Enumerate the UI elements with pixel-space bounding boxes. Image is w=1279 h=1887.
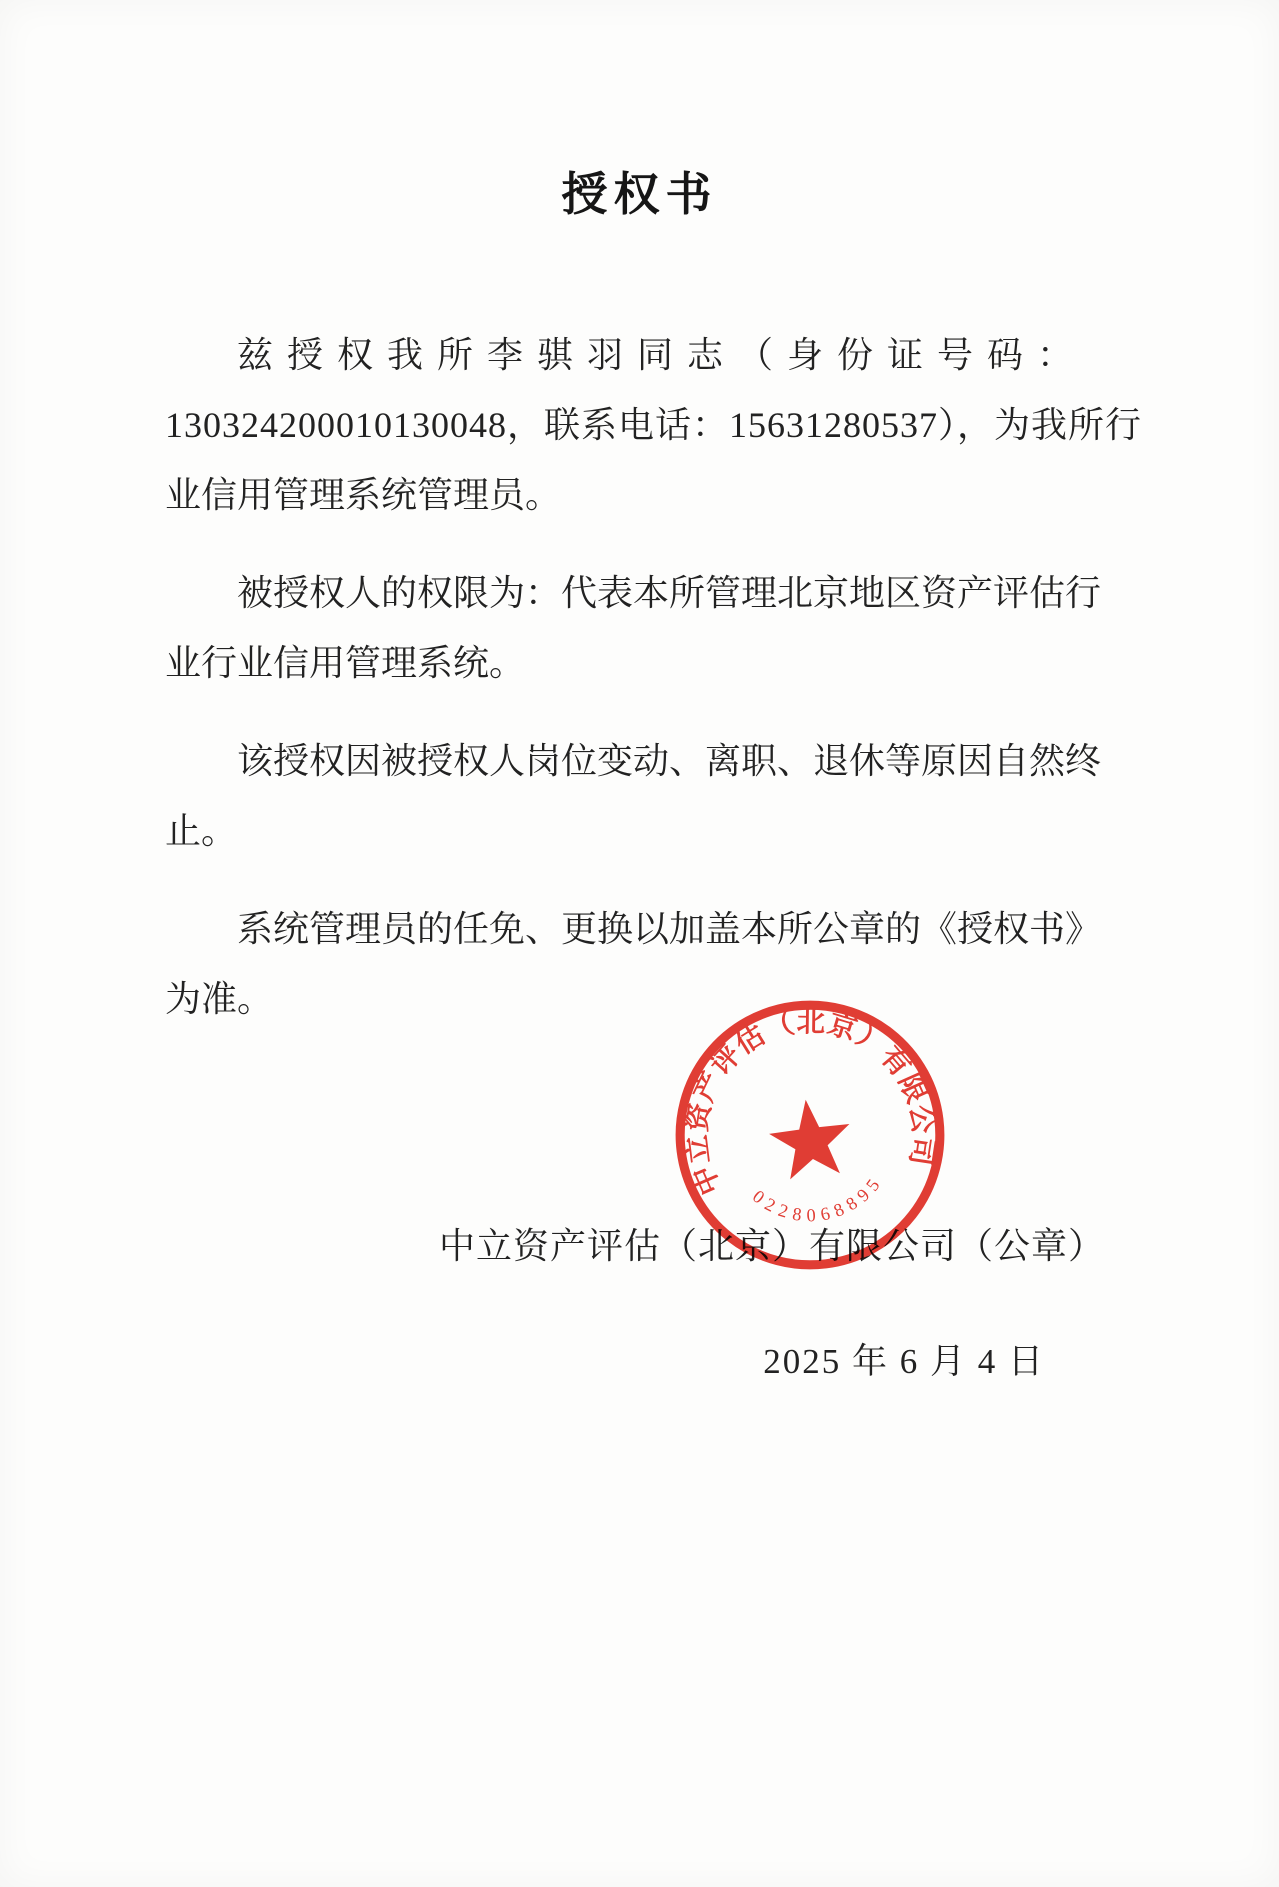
paragraph-1 xyxy=(165,320,1143,530)
paragraph-4-line-2: 为准。 xyxy=(165,979,274,1019)
company-seal-stamp xyxy=(652,977,968,1293)
paragraph-3-line-2: 止。 xyxy=(165,811,238,851)
star-icon xyxy=(766,1095,856,1181)
paragraph-1-line-1: 兹授权我所李骐羽同志（身份证号码： xyxy=(237,335,1088,375)
paragraph-3 xyxy=(165,726,1103,866)
document-date: 2025 年 6 月 4 日 xyxy=(763,1342,1045,1381)
document-title: 授权书 xyxy=(561,169,718,220)
paragraph-4-line-1: 系统管理员的任免、更换以加盖本所公章的《授权书》 xyxy=(237,909,1102,949)
paragraph-4 xyxy=(165,894,1103,1034)
paragraph-1-line-3: 业信用管理系统管理员。 xyxy=(165,475,562,515)
seal-company-text: 中立资产评估（北京）有限公司 xyxy=(681,1007,939,1199)
paragraph-2-line-1: 被授权人的权限为：代表本所管理北京地区资产评估行 xyxy=(237,573,1102,613)
seal-number-text: 0228068895 xyxy=(748,1170,888,1226)
svg-text:0228068895 xyxy=(747,1169,891,1234)
document-body xyxy=(165,320,1143,1062)
paragraph-2 xyxy=(165,558,1103,698)
company-signature: 中立资产评估（北京）有限公司（公章） xyxy=(438,1226,1105,1266)
paragraph-1-line-2: 130324200010130048，联系电话：15631280537），为我所行 xyxy=(165,405,1143,445)
paragraph-3-line-1: 该授权因被授权人岗位变动、离职、退休等原因自然终 xyxy=(237,741,1102,781)
seal-graphic xyxy=(652,977,968,1293)
svg-text:中立资产评估（北京）有限公司 xyxy=(667,990,943,1200)
paragraph-2-line-2: 业行业信用管理系统。 xyxy=(165,643,526,683)
